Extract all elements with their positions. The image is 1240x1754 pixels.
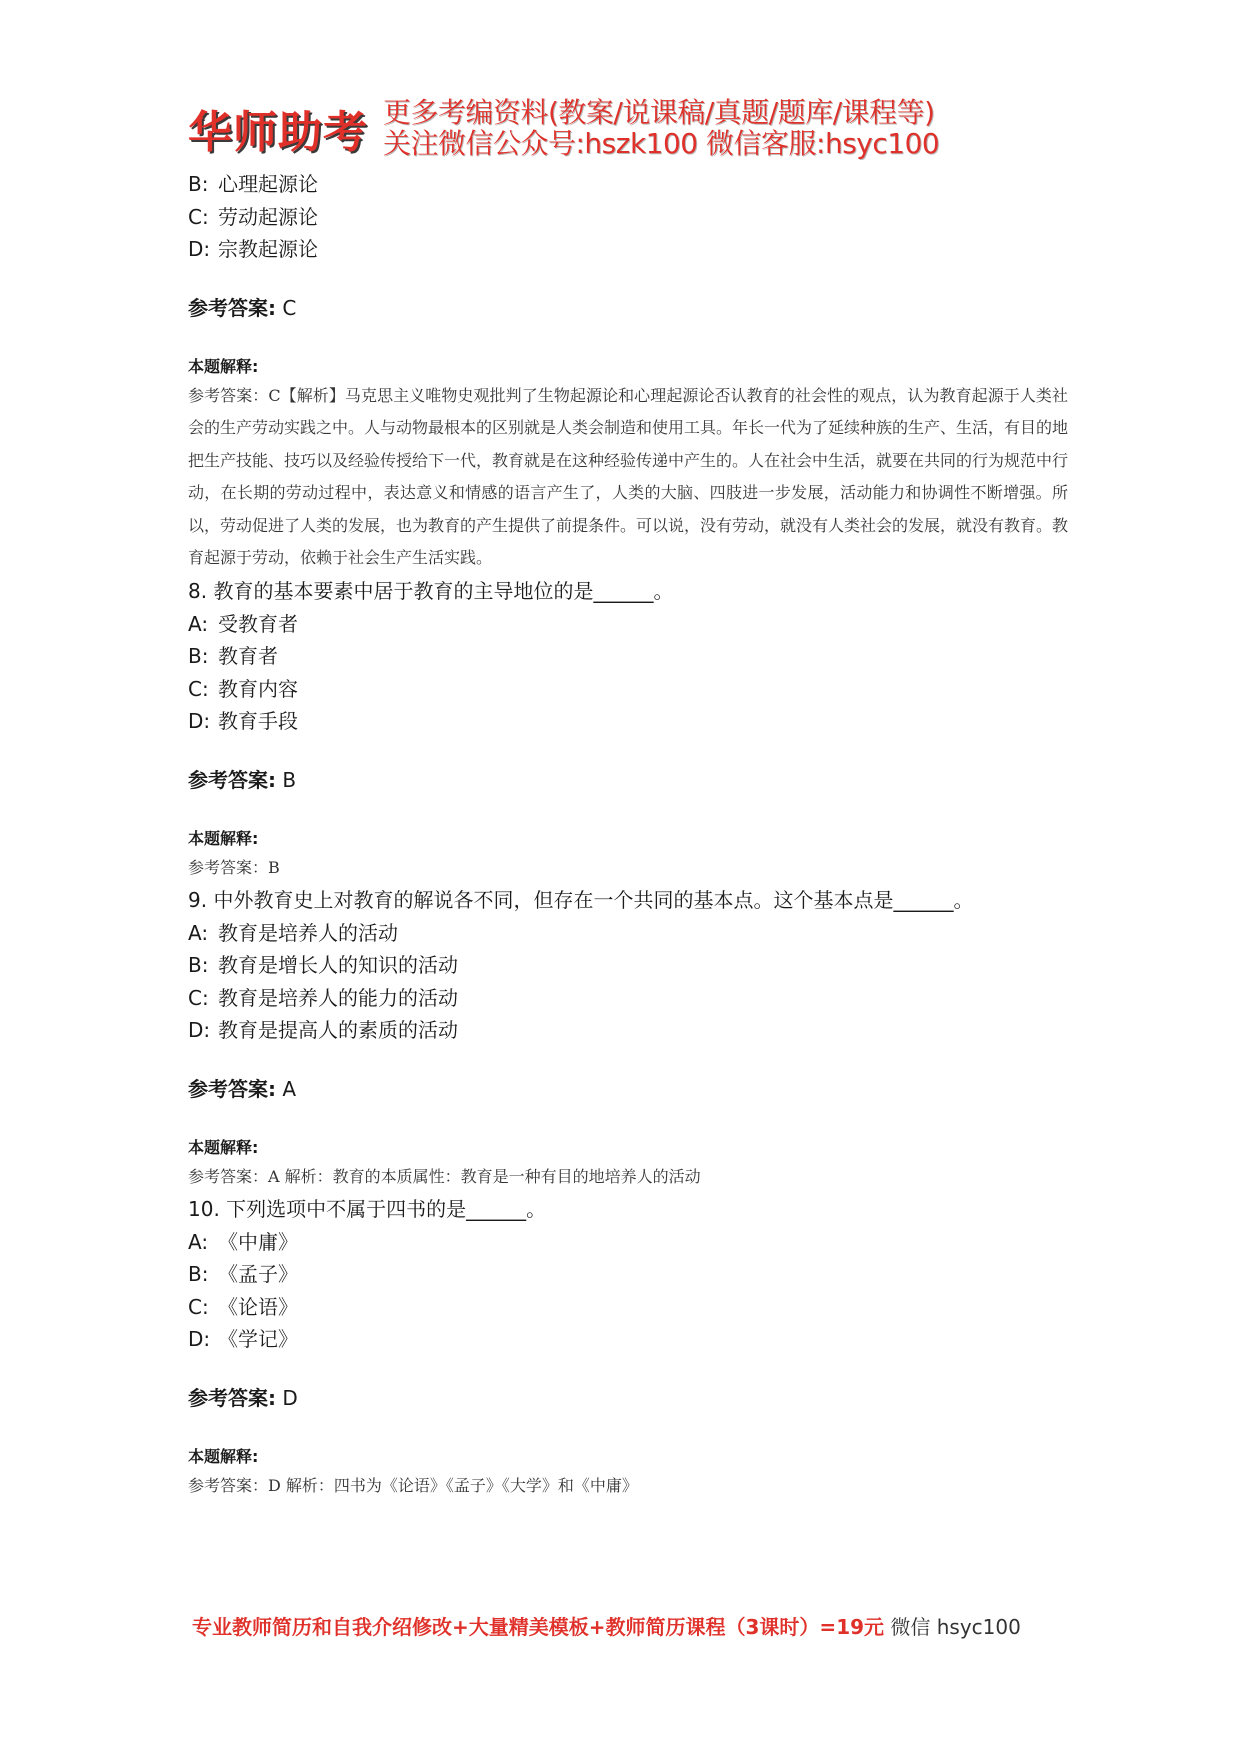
option-d: D: 教育是提高人的素质的活动 <box>188 1018 458 1043</box>
question-7-tail <box>188 168 1068 575</box>
question-10 <box>188 1193 1068 1502</box>
option-a: A: 《中庸》 <box>188 1229 298 1254</box>
option-c: C: 教育是培养人的能力的活动 <box>188 985 458 1010</box>
explanation-text: 参考答案：C【解析】马克思主义唯物史观批判了生物起源论和心理起源论否认教育的社会性的观点，认为教育起源于人类社会的生产劳动实践之中。人与动物最根本的区别就是人类会制造和使用工具。年长一代为了延续种族的生产、生活，有目的地把生产技能、技巧以及经验传授给下一代，教育就是在这种经验传递中产生的。人在社会中生活，就要在共同的行为规范中行动，在长期的劳动过程中，表达意义和情感的语言产生了，人类的大脑、四肢进一步发展，活动能力和协调性不断增强。所以，劳动促进了人类的发展，也为教育的产生提供了前提条件。可以说，没有劳动，就没有人类社会的发展，就没有教育。教育起源于劳动，依赖于社会生产生活实践。 <box>188 385 1069 568</box>
answer: 参考答案: D <box>188 1385 298 1410</box>
option-d: D: 宗教起源论 <box>188 237 318 261</box>
question-8 <box>188 575 1068 884</box>
question-stem: 9. 中外教育史上对教育的解说各不同，但存在一个共同的基本点。这个基本点是______。 <box>188 888 974 913</box>
banner-line-1: 更多考编资料(教案/说课稿/真题/题库/课程等) <box>383 96 935 129</box>
option-d: D: 《学记》 <box>188 1327 298 1352</box>
footer-promo[interactable] <box>192 1612 1021 1642</box>
answer: 参考答案: C <box>188 295 297 320</box>
explanation-text: 参考答案：A 解析：教育的本质属性：教育是一种有目的地培养人的活动 <box>188 1166 701 1186</box>
option-a: A: 教育是培养人的活动 <box>188 920 398 945</box>
footer-promo-text: 专业教师简历和自我介绍修改+大量精美模板+教师简历课程（3课时）=19元 <box>192 1615 885 1639</box>
explanation-heading: 本题解释: <box>188 1137 259 1157</box>
banner-line-2: 关注微信公众号:hszk100 微信客服:hsyc100 <box>383 127 940 160</box>
question-list <box>188 168 1068 1502</box>
question-9 <box>188 884 1068 1193</box>
option-b: B: 教育是增长人的知识的活动 <box>188 953 458 978</box>
option-b: B: 《孟子》 <box>188 1262 298 1287</box>
answer: 参考答案: A <box>188 1076 297 1101</box>
explanation-heading: 本题解释: <box>188 828 259 848</box>
explanation-text: 参考答案：B <box>188 857 280 877</box>
promo-banner[interactable] <box>188 97 1008 159</box>
banner-text <box>383 97 1013 159</box>
option-c: C: 教育内容 <box>188 676 298 701</box>
question-stem: 8. 教育的基本要素中居于教育的主导地位的是______。 <box>188 579 674 604</box>
answer: 参考答案: B <box>188 767 297 792</box>
option-a: A: 受教育者 <box>188 611 298 636</box>
brand-logo: 华师助考 <box>188 107 368 158</box>
option-c: C: 《论语》 <box>188 1294 298 1319</box>
option-d: D: 教育手段 <box>188 709 298 734</box>
option-b: B: 教育者 <box>188 644 278 669</box>
explanation-heading: 本题解释: <box>188 1446 259 1466</box>
option-c: C: 劳动起源论 <box>188 204 318 229</box>
option-b: B: 心理起源论 <box>188 172 318 196</box>
footer-contact: 微信 hsyc100 <box>884 1615 1021 1639</box>
question-stem: 10. 下列选项中不属于四书的是______。 <box>188 1197 547 1222</box>
explanation-heading: 本题解释: <box>188 356 259 376</box>
explanation-text: 参考答案：D 解析：四书为《论语》《孟子》《大学》和《中庸》 <box>188 1475 638 1495</box>
